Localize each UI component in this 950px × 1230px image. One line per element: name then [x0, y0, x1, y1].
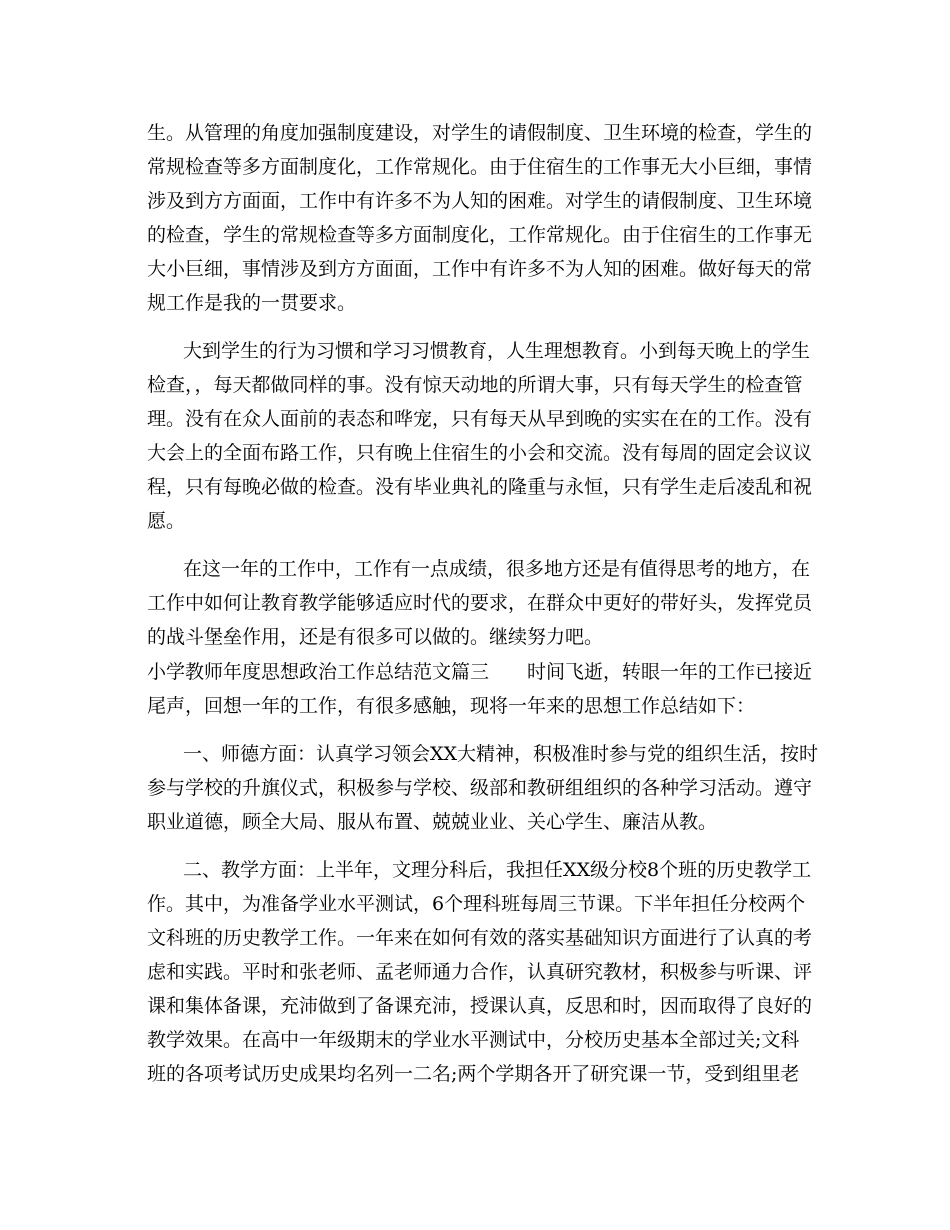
text-line: 职业道德，顾全大局、服从布置、兢兢业业、关心学生、廉洁从教。: [147, 811, 718, 833]
text-line: 的战斗堡垒作用，还是有很多可以做的。继续努力吧。: [147, 626, 604, 648]
text-line: 愿。: [147, 510, 186, 532]
paragraph-first-line: 一、师德方面：认真学习领会XX大精神，积极准时参与党的组织生活，按时: [183, 743, 819, 765]
text-line: 教学效果。在高中一年级期末的学业水平测试中，分校历史基本全部过关;文科: [147, 1029, 800, 1051]
text-line: 程，只有每晚必做的检查。没有毕业典礼的隆重与永恒，只有学生走后凌乱和祝: [147, 476, 813, 498]
text-line: 大小巨细，事情涉及到方方面面，工作中有许多不为人知的困难。做好每天的常: [147, 258, 813, 280]
section-title-line: 小学教师年度思想政治工作总结范文篇三 时间飞逝，转眼一年的工作已接近: [147, 661, 813, 683]
text-line: 工作中如何让教育教学能够适应时代的要求，在群众中更好的带好头，发挥党员: [147, 592, 813, 614]
text-line: 涉及到方方面面，工作中有许多不为人知的困难。对学生的请假制度、卫生环境: [147, 190, 813, 212]
paragraph-first-line: 大到学生的行为习惯和学习习惯教育，人生理想教育。小到每天晚上的学生: [183, 340, 811, 362]
text-line: 理。没有在众人面前的表态和哗宠，只有每天从早到晚的实实在在的工作。没有: [147, 408, 813, 430]
text-line: 尾声，回想一年的工作，有很多感触，现将一年来的思想工作总结如下：: [147, 695, 756, 717]
text-line: 作。其中，为准备学业水平测试，6个理科班每周三节课。下半年担任分校两个: [147, 893, 806, 915]
text-line: 文科班的历史教学工作。一年来在如何有效的落实基础知识方面进行了认真的考: [147, 927, 813, 949]
text-line: 常规检查等多方面制度化，工作常规化。由于住宿生的工作事无大小巨细，事情: [147, 156, 813, 178]
text-line: 班的各项考试历史成果均名列一二名;两个学期各开了研究课一节，受到组里老: [147, 1063, 800, 1085]
text-line: 大会上的全面布路工作，只有晚上住宿生的小会和交流。没有每周的固定会议议: [147, 442, 813, 464]
text-line: 参与学校的升旗仪式，积极参与学校、级部和教研组组织的各种学习活动。遵守: [147, 777, 813, 799]
text-line: 的检查，学生的常规检查等多方面制度化，工作常规化。由于住宿生的工作事无: [147, 224, 813, 246]
text-line: 检查，，每天都做同样的事。没有惊天动地的所谓大事，只有每天学生的检查管: [147, 374, 803, 396]
text-line: 课和集体备课，充沛做到了备课充沛，授课认真，反思和时，因而取得了良好的: [147, 995, 813, 1017]
text-line: 规工作是我的一贯要求。: [147, 292, 357, 314]
text-line: 虑和实践。平时和张老师、孟老师通力合作，认真研究教材，积极参与听课、评: [147, 961, 813, 983]
text-line: 生。从管理的角度加强制度建设，对学生的请假制度、卫生环境的检查，学生的: [147, 122, 813, 144]
paragraph-first-line: 在这一年的工作中，工作有一点成绩，很多地方还是有值得思考的地方，在: [183, 558, 811, 580]
paragraph-first-line: 二、教学方面：上半年，文理分科后，我担任XX级分校8个班的历史教学工: [183, 859, 812, 881]
